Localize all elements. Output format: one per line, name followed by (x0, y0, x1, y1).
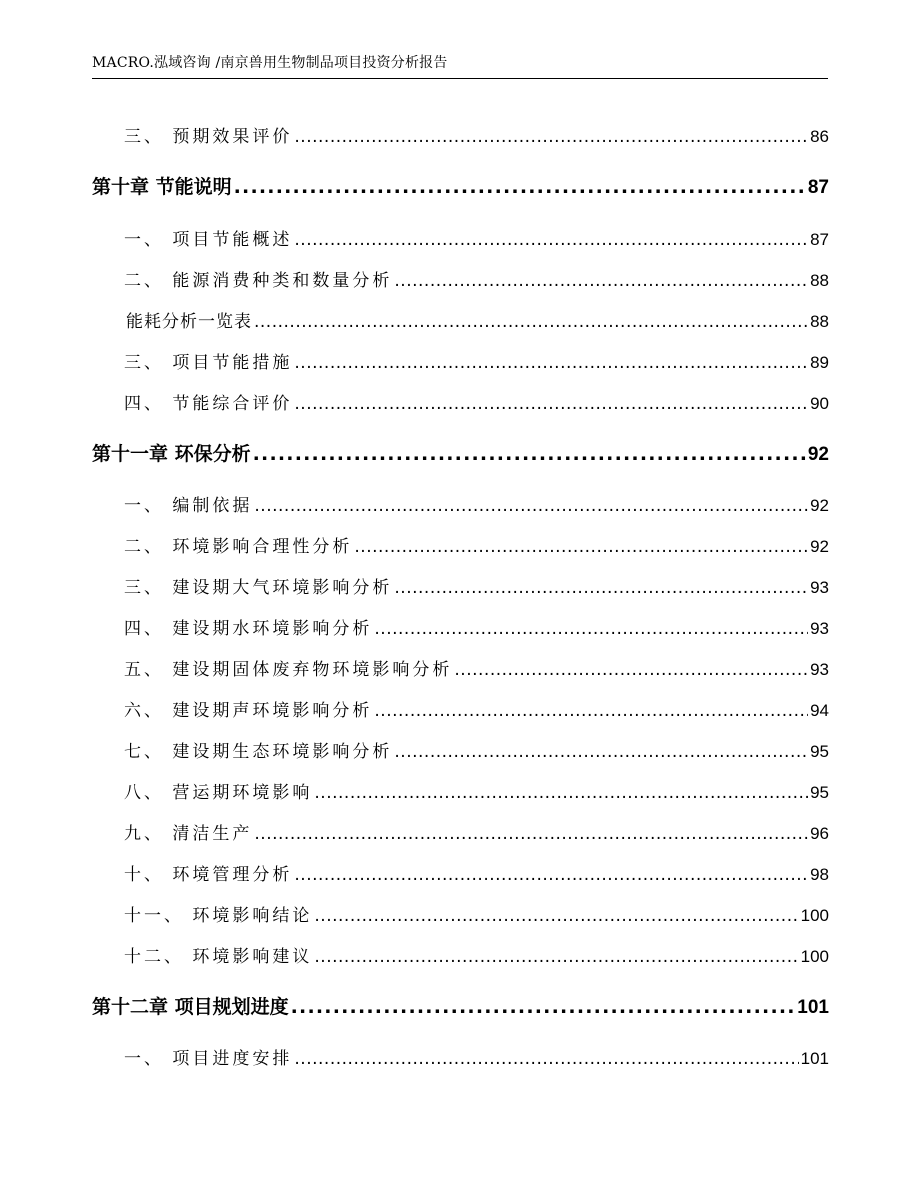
toc-chapter-page: 92 (807, 444, 829, 465)
toc-entry[interactable] (92, 696, 829, 721)
toc-entry-page: 87 (810, 230, 829, 249)
toc-leader-dots (374, 701, 808, 721)
toc-leader-dots (374, 619, 808, 639)
toc-entry-title: 三、 建设期大气环境影响分析 (124, 578, 393, 598)
toc-entry-page: 100 (800, 947, 829, 966)
toc-entry[interactable] (92, 307, 829, 332)
toc-entry-title: 三、 项目节能措施 (124, 353, 293, 373)
toc-entry-page: 98 (810, 865, 829, 884)
toc-entry-page: 96 (810, 824, 829, 843)
toc-leader-dots (294, 127, 808, 147)
toc-entry-title: 十、 环境管理分析 (124, 865, 293, 885)
toc-entry[interactable] (92, 942, 829, 967)
toc-entry-page: 93 (810, 578, 829, 597)
toc-entry-page: 95 (810, 783, 829, 802)
toc-entry[interactable] (92, 573, 829, 598)
toc-chapter-page: 87 (807, 177, 829, 198)
toc-entry-title: 十二、 环境影响建议 (124, 947, 313, 967)
toc-chapter-page: 101 (797, 997, 829, 1018)
toc-entry-title: 五、 建设期固体废弃物环境影响分析 (124, 660, 453, 680)
running-header: MACRO.泓域咨询 /南京兽用生物制品项目投资分析报告 (92, 55, 448, 71)
toc-leader-dots (294, 230, 808, 250)
toc-entry-page: 92 (810, 496, 829, 515)
toc-leader-dots (394, 742, 808, 762)
toc-chapter-entry[interactable] (92, 439, 829, 466)
toc-leader-dots (294, 394, 808, 414)
toc-entry-title: 十一、 环境影响结论 (124, 906, 313, 926)
toc-entry-title: 一、 项目进度安排 (124, 1049, 293, 1069)
toc-leader-dots (454, 660, 808, 680)
toc-leader-dots (254, 496, 808, 516)
toc-entry-page: 88 (810, 271, 829, 290)
toc-entry[interactable] (92, 614, 829, 639)
toc-leader-dots (354, 537, 808, 557)
toc-entry[interactable] (92, 266, 829, 291)
toc-leader-dots (294, 865, 808, 885)
toc-leader-dots (314, 947, 798, 967)
toc-chapter-title: 第十二章 项目规划进度 (92, 996, 289, 1018)
toc-leader-dots (234, 176, 806, 198)
toc-entry-page: 93 (810, 660, 829, 679)
toc-entry[interactable] (92, 778, 829, 803)
toc-entry-title: 八、 营运期环境影响 (124, 783, 313, 803)
toc-entry-title: 四、 节能综合评价 (124, 394, 293, 414)
toc-entry-title: 一、 项目节能概述 (124, 230, 293, 250)
toc-entry-title: 四、 建设期水环境影响分析 (124, 619, 373, 639)
toc-entry-page: 95 (810, 742, 829, 761)
toc-entry-page: 100 (800, 906, 829, 925)
toc-leader-dots (294, 353, 808, 373)
toc-entry[interactable] (92, 122, 829, 147)
toc-entry[interactable] (92, 901, 829, 926)
toc-entry[interactable] (92, 860, 829, 885)
toc-leader-dots (253, 443, 806, 465)
toc-leader-dots (314, 783, 808, 803)
toc-entry-page: 93 (810, 619, 829, 638)
toc-entry[interactable] (92, 737, 829, 762)
toc-entry-title: 七、 建设期生态环境影响分析 (124, 742, 393, 762)
header-rule (92, 78, 828, 79)
toc-leader-dots (291, 996, 796, 1018)
toc-entry[interactable] (92, 655, 829, 680)
toc-entry-title: 二、 环境影响合理性分析 (124, 537, 353, 557)
toc-entry-page: 90 (810, 394, 829, 413)
toc-entry-page: 89 (810, 353, 829, 372)
toc-chapter-entry[interactable] (92, 172, 829, 199)
toc-entry-title: 九、 清洁生产 (124, 824, 253, 844)
toc-entry-page: 94 (810, 701, 829, 720)
toc-leader-dots (394, 578, 808, 598)
toc-entry[interactable] (92, 1044, 829, 1069)
toc-entry-page: 101 (800, 1049, 829, 1068)
toc-entry[interactable] (92, 819, 829, 844)
toc-entry-page: 88 (810, 312, 829, 331)
toc-entry-title: 能耗分析一览表 (126, 312, 252, 332)
toc-leader-dots (254, 312, 808, 332)
toc-leader-dots (394, 271, 808, 291)
toc-entry-page: 92 (810, 537, 829, 556)
toc-entry[interactable] (92, 348, 829, 373)
toc-entry-title: 六、 建设期声环境影响分析 (124, 701, 373, 721)
toc-leader-dots (294, 1049, 798, 1069)
toc-entry-title: 二、 能源消费种类和数量分析 (124, 271, 393, 291)
toc-leader-dots (254, 824, 808, 844)
toc-chapter-entry[interactable] (92, 992, 829, 1019)
toc-leader-dots (314, 906, 798, 926)
toc-entry[interactable] (92, 225, 829, 250)
toc-chapter-title: 第十章 节能说明 (92, 176, 232, 198)
toc-entry-title: 一、 编制依据 (124, 496, 253, 516)
toc-entry[interactable] (92, 491, 829, 516)
toc-entry[interactable] (92, 532, 829, 557)
toc-entry-page: 86 (810, 127, 829, 146)
toc-entry[interactable] (92, 389, 829, 414)
toc-chapter-title: 第十一章 环保分析 (92, 443, 251, 465)
toc-entry-title: 三、 预期效果评价 (124, 127, 293, 147)
